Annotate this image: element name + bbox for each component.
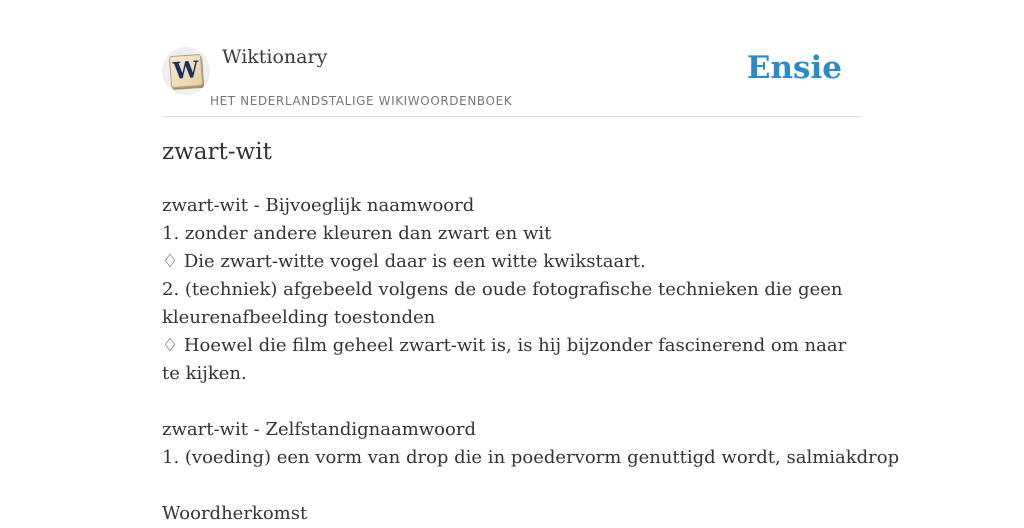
page-title: zwart-wit: [162, 139, 272, 165]
definition: 1. zonder andere kleuren dan zwart en wit: [162, 223, 552, 244]
definition: 2. (techniek) afgebeeld volgens de oude fotografische technieken die geen kleurenafbeelding toestonden: [162, 279, 843, 328]
w-tile-icon: W: [169, 54, 203, 88]
site-title[interactable]: Wiktionary: [222, 46, 328, 68]
example: ♢ Die zwart-witte vogel daar is een witte kwikstaart.: [162, 251, 646, 272]
spacer: [162, 472, 862, 500]
spacer: [162, 388, 862, 416]
etymology-heading: Woordherkomst: [162, 503, 308, 524]
article-content: [162, 192, 900, 528]
site-header: [162, 0, 862, 117]
page-container: [162, 0, 900, 524]
entry-heading: zwart-wit - Zelfstandignaamwoord: [162, 419, 476, 440]
ensie-brand-link[interactable]: Ensie: [746, 50, 842, 86]
wiktionary-logo[interactable]: [162, 47, 210, 95]
site-subtitle: HET NEDERLANDSTALIGE WIKIWOORDENBOEK: [210, 94, 513, 108]
entry-heading: zwart-wit - Bijvoeglijk naamwoord: [162, 195, 475, 216]
definition: 1. (voeding) een vorm van drop die in poedervorm genuttigd wordt, salmiakdrop: [162, 447, 900, 468]
example: ♢ Hoewel die film geheel zwart-wit is, is hij bijzonder fascinerend om naar te kijken.: [162, 335, 847, 384]
